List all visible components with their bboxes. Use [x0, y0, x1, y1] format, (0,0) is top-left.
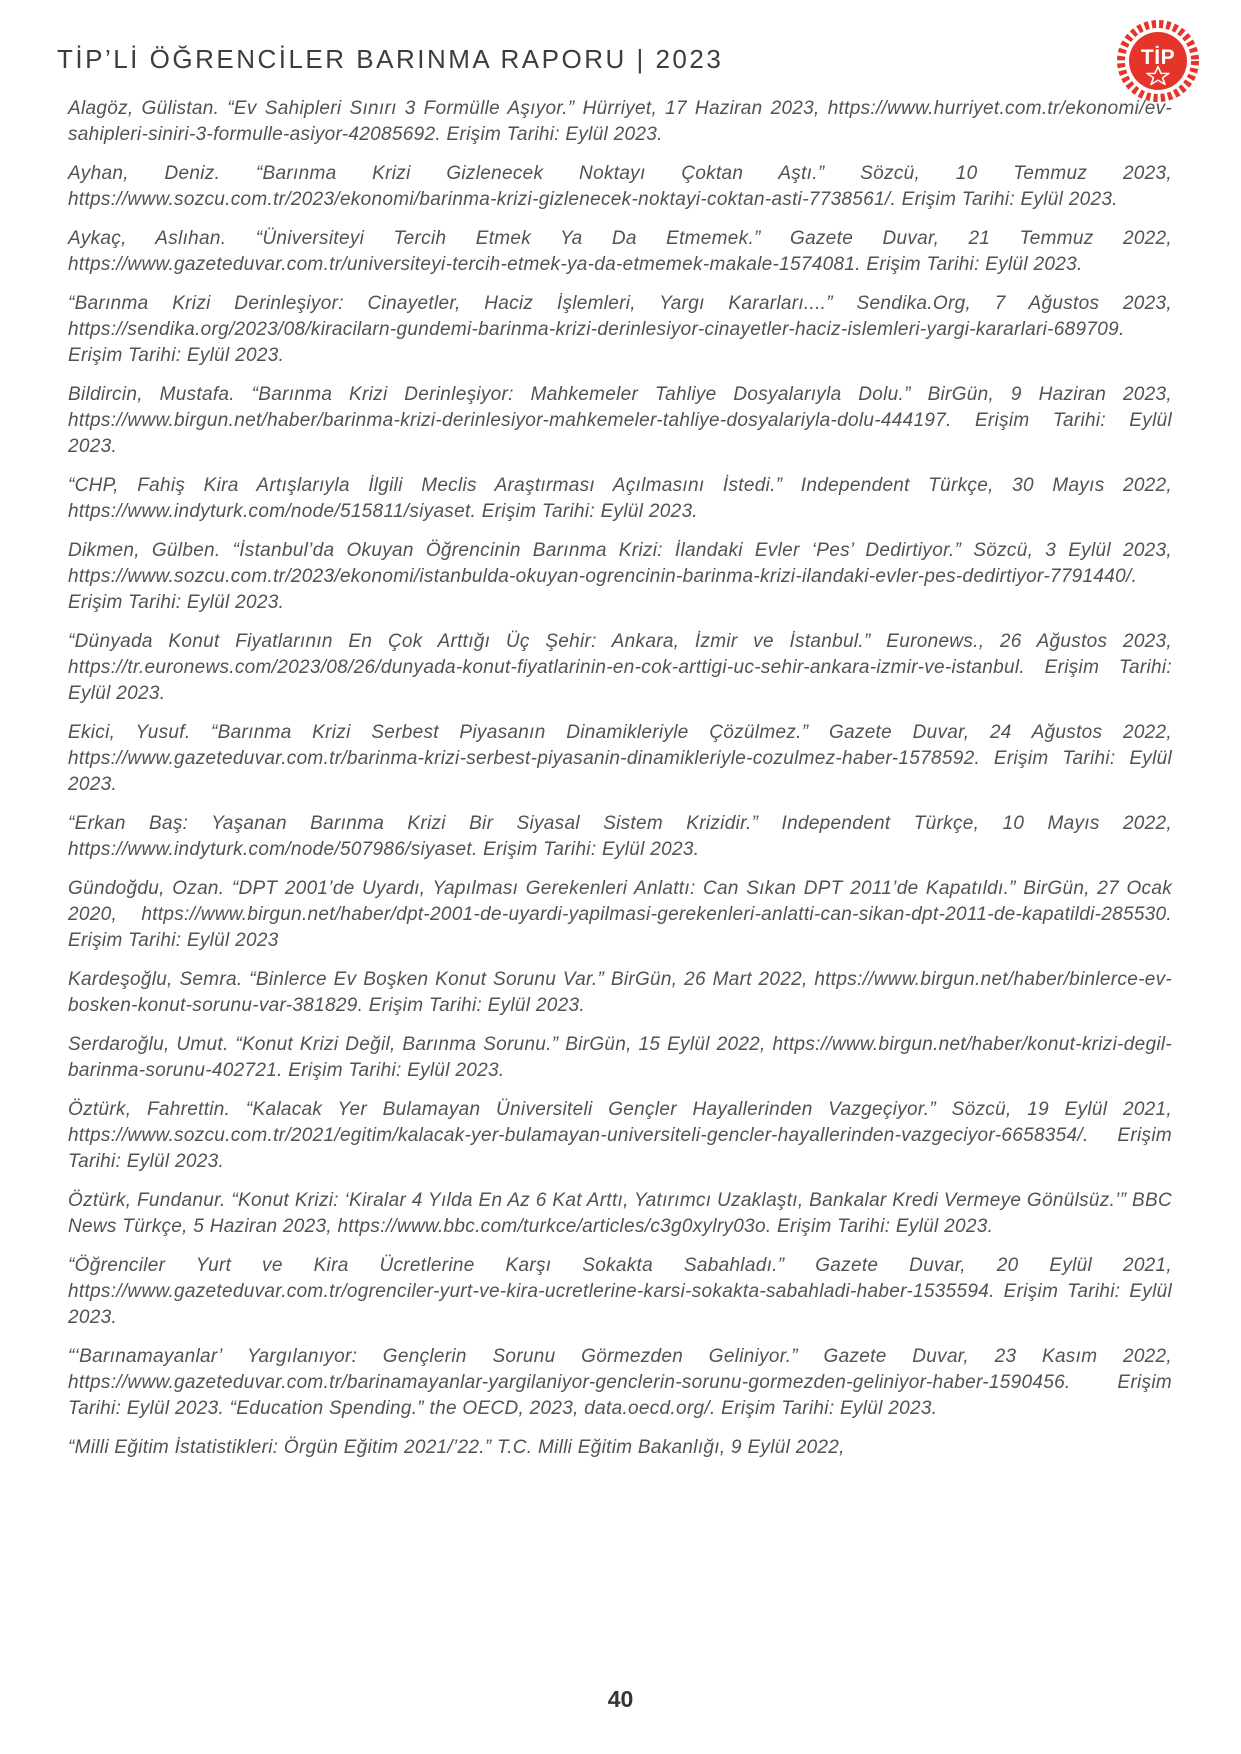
bibliography-entry: “Öğrenciler Yurt ve Kira Ücretlerine Karşı Sokakta Sabahladı.” Gazete Duvar, 20 Eylül 2021, https://www.gazeteduvar.com.tr/ogrenciler-yurt-ve-kira-ucretlerine-karsi-sokakta-sabahladi-haber-1535594. Erişim Tarihi: Eylül 2023.: [68, 1255, 1172, 1328]
page-number: 40: [607, 1686, 634, 1712]
bibliography-entry: Ekici, Yusuf. “Barınma Krizi Serbest Piyasanın Dinamikleriyle Çözülmez.” Gazete Duvar, 24 Ağustos 2022, https://www.gazeteduvar.com.tr/barinma-krizi-serbest-piyasanin-dinamikleriyle-cozulmez-haber-1578592. Erişim Tarihi: Eylül 2023.: [68, 722, 1172, 795]
bibliography-entry: “Barınma Krizi Derinleşiyor: Cinayetler, Haciz İşlemleri, Yargı Kararları....” Sendika.Org, 7 Ağustos 2023, https://sendika.org/2023/08/kiracilarn-gundemi-barinma-krizi-derinlesiyor-cinayetler-haciz-islemleri-yargi-kararlari-689709. Erişim Tarihi: Eylül 2023.: [68, 293, 1172, 366]
bibliography-entry: Bildircin, Mustafa. “Barınma Krizi Derinleşiyor: Mahkemeler Tahliye Dosyalarıyla Dolu.” BirGün, 9 Haziran 2023, https://www.birgun.net/haber/barinma-krizi-derinlesiyor-mahkemeler-tahliye-dosyalariyla-dolu-444197. Erişim Tarihi: Eylül 2023.: [68, 384, 1172, 457]
bibliography-entry: Dikmen, Gülben. “İstanbul’da Okuyan Öğrencinin Barınma Krizi: İlandaki Evler ‘Pes’ Dedirtiyor.” Sözcü, 3 Eylül 2023, https://www.sozcu.com.tr/2023/ekonomi/istanbulda-okuyan-ogrencinin-barinma-krizi-ilandaki-evler-pes-dedirtiyor-7791440/. Erişim Tarihi: Eylül 2023.: [68, 540, 1172, 613]
bibliography-entry: Öztürk, Fundanur. “Konut Krizi: ‘Kiralar 4 Yılda En Az 6 Kat Arttı, Yatırımcı Uzaklaştı, Bankalar Kredi Vermeye Gönülsüz.’” BBC News Türkçe, 5 Haziran 2023, https://www.bbc.com/turkce/articles/c3g0xylry03o. Erişim Tarihi: Eylül 2023.: [68, 1190, 1172, 1237]
bibliography-entry: Alagöz, Gülistan. “Ev Sahipleri Sınırı 3 Formülle Aşıyor.” Hürriyet, 17 Haziran 2023, https://www.hurriyet.com.tr/ekonomi/ev-sahipleri-siniri-3-formulle-asiyor-42085692. Erişim Tarihi: Eylül 2023.: [68, 98, 1172, 145]
bibliography-entry: “‘Barınamayanlar’ Yargılanıyor: Gençlerin Sorunu Görmezden Geliniyor.” Gazete Duvar, 23 Kasım 2022, https://www.gazeteduvar.com.tr/barinamayanlar-yargilaniyor-genclerin-sorunu-gormezden-geliniyor-haber-1590456. Erişim Tarihi: Eylül 2023. “Education Spending.” the OECD, 2023, data.oecd.org/. Erişim Tarihi: Eylül 2023.: [68, 1346, 1172, 1419]
bibliography-entry: Serdaroğlu, Umut. “Konut Krizi Değil, Barınma Sorunu.” BirGün, 15 Eylül 2022, https://www.birgun.net/haber/konut-krizi-degil-barinma-sorunu-402721. Erişim Tarihi: Eylül 2023.: [68, 1034, 1172, 1081]
bibliography-list: [68, 96, 1172, 1474]
bibliography-entry: “CHP, Fahiş Kira Artışlarıyla İlgili Meclis Araştırması Açılmasını İstedi.” Independent Türkçe, 30 Mayıs 2022, https://www.indyturk.com/node/515811/siyaset. Erişim Tarihi: Eylül 2023.: [68, 475, 1172, 522]
bibliography-entry: Öztürk, Fahrettin. “Kalacak Yer Bulamayan Üniversiteli Gençler Hayallerinden Vazgeçiyor.” Sözcü, 19 Eylül 2021, https://www.sozcu.com.tr/2021/egitim/kalacak-yer-bulamayan-universiteli-gencler-hayallerinden-vazgeciyor-6658354/. Erişim Tarihi: Eylül 2023.: [68, 1099, 1172, 1172]
bibliography-entry: Kardeşoğlu, Semra. “Binlerce Ev Boşken Konut Sorunu Var.” BirGün, 26 Mart 2022, https://www.birgun.net/haber/binlerce-ev-bosken-konut-sorunu-var-381829. Erişim Tarihi: Eylül 2023.: [68, 969, 1172, 1016]
tip-logo: [1117, 20, 1199, 102]
bibliography-entry: Gündoğdu, Ozan. “DPT 2001’de Uyardı, Yapılması Gerekenleri Anlattı: Can Sıkan DPT 2011’de Kapatıldı.” BirGün, 27 Ocak 2020, https://www.birgun.net/haber/dpt-2001-de-uyardi-yapilmasi-gerekenleri-anlatti-can-sikan-dpt-2011-de-kapatildi-285530. Erişim Tarihi: Eylül 2023: [68, 878, 1172, 951]
tip-logo-icon: [1117, 20, 1199, 102]
bibliography-entry: Ayhan, Deniz. “Barınma Krizi Gizlenecek Noktayı Çoktan Aştı.” Sözcü, 10 Temmuz 2023, https://www.sozcu.com.tr/2023/ekonomi/barinma-krizi-gizlenecek-noktayi-coktan-asti-7738561/. Erişim Tarihi: Eylül 2023.: [68, 163, 1172, 210]
page-header: [57, 38, 1101, 75]
bibliography-entry: Aykaç, Aslıhan. “Üniversiteyi Tercih Etmek Ya Da Etmemek.” Gazete Duvar, 21 Temmuz 2022, https://www.gazeteduvar.com.tr/universiteyi-tercih-etmek-ya-da-etmemek-makale-1574081. Erişim Tarihi: Eylül 2023.: [68, 228, 1172, 275]
bibliography-entry: “Milli Eğitim İstatistikleri: Örgün Eğitim 2021/’22.” T.C. Milli Eğitim Bakanlığı, 9 Eylül 2022,: [68, 1437, 845, 1458]
bibliography-entry: “Dünyada Konut Fiyatlarının En Çok Arttığı Üç Şehir: Ankara, İzmir ve İstanbul.” Euronews., 26 Ağustos 2023, https://tr.euronews.com/2023/08/26/dunyada-konut-fiyatlarinin-en-cok-arttigi-uc-sehir-ankara-izmir-ve-istanbul. Erişim Tarihi: Eylül 2023.: [68, 631, 1172, 704]
page-title: TİP’Lİ ÖĞRENCİLER BARINMA RAPORU | 2023: [57, 44, 724, 74]
bibliography-entry: “Erkan Baş: Yaşanan Barınma Krizi Bir Siyasal Sistem Krizidir.” Independent Türkçe, 10 Mayıs 2022, https://www.indyturk.com/node/507986/siyaset. Erişim Tarihi: Eylül 2023.: [68, 813, 1172, 860]
logo-text: TİP: [1140, 46, 1176, 69]
